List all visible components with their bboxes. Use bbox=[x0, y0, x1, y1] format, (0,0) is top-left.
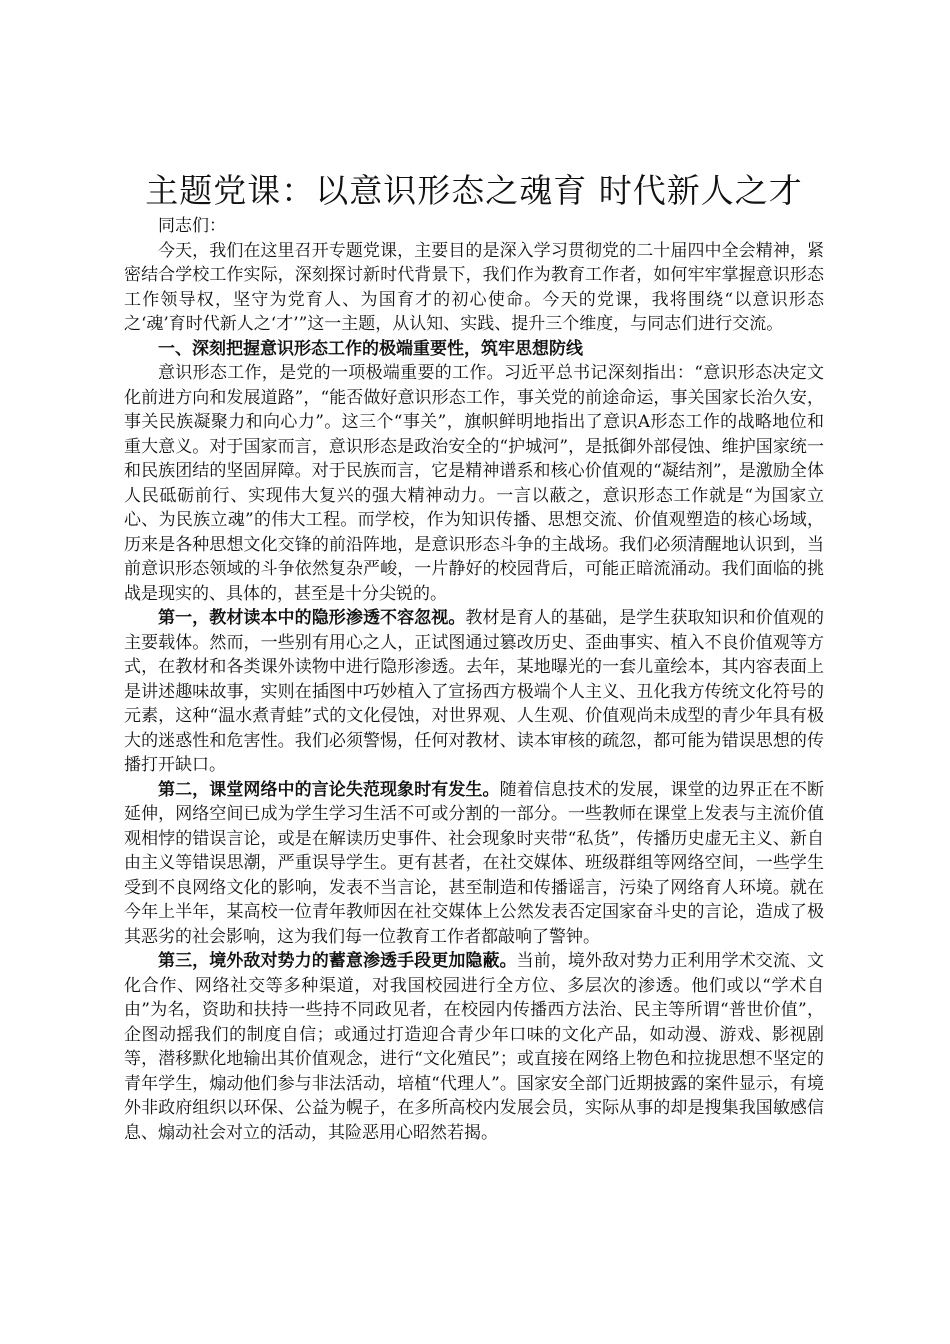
point-one-body: 教材是育人的基础，是学生获取知识和价值观的主要载体。然而，一些别有用心之人，正试图通过篡改历史、歪曲事实、植入不良价值观等方式，在教材和各类课外读物中进行隐形渗透。去年，某地曝光的一套儿童绘本，其内容表面上是讲述趣味故事，实则在插图中巧妙植入了宣扬西方极端个人主义、丑化我方传统文化符号的元素，这种“温水煮青蛙”式的文化侵蚀，对世界观、人生观、价值观尚未成型的青少年具有极大的迷惑性和危害性。我们必须警惕，任何对教材、读本审核的疏忽，都可能为错误思想的传播打开缺口。 bbox=[124, 608, 825, 775]
section-heading: 一、深刻把握意识形态工作的极端重要性，筑牢思想防线 bbox=[158, 338, 583, 359]
salutation: 同志们： bbox=[158, 216, 226, 236]
point-three-body: 当前，境外敌对势力正利用学术交流、文化合作、网络社交等多种渠道，对我国校园进行全方位、多层次的渗透。他们或以“学术自由”为名，资助和扶持一些持不同政见者，在校园内传播西方法治、民主等所谓“普世价值”，企图动摇我们的制度自信；或通过打造迎合青少年口味的文化产品，如动漫、游戏、影视剧等，潜移默化地输出其价值观念，进行“文化殖民”；或直接在网络上物色和拉拢思想不坚定的青年学生，煽动他们参与非法活动，培植“代理人”。国家安全部门近期披露的案件显示，有境外非政府组织以环保、公益为幌子，在多所高校内发展会员，实际从事的却是搜集我国敏感信息、煽动社会对立的活动，其险恶用心昭然若揭。 bbox=[124, 951, 825, 1143]
intro-paragraph: 今天，我们在这里召开专题党课，主要目的是深入学习贯彻党的二十届四中全会精神，紧密结合学校工作实际，深刻探讨新时代背景下，我们作为教育工作者，如何牢牢掌握意识形态工作领导权，坚守为党育人、为国育才的初心使命。今天的党课，我将围绕“以意识形态之‘魂’育时代新人之‘才’”这一主题，从认知、实践、提升三个维度，与同志们进行交流。 bbox=[124, 240, 824, 334]
point-three-lead: 第三，境外敌对势力的蓄意渗透手段更加隐蔽。 bbox=[158, 951, 517, 971]
page-title: 主题党课：以意识形态之魂育 时代新人之才 bbox=[145, 171, 803, 210]
point-two-body: 随着信息技术的发展，课堂的边界正在不断延伸，网络空间已成为学生学习生活不可或分割的一部分。一些教师在课堂上发表与主流价值观相悖的错误言论，或是在解读历史事件、社会现象时夹带“私货”，传播历史虚无主义、新自由主义等错误思潮，严重误导学生。更有甚者，在社交媒体、班级群组等网络空间，一些学生受到不良网络文化的影响，发表不当言论，甚至制造和传播谣言，污染了网络育人环境。就在今年上半年，某高校一位青年教师因在社交媒体上公然发表否定国家奋斗史的言论，造成了极其恶劣的社会影响，这为我们每一位教育工作者都敲响了警钟。 bbox=[124, 779, 824, 947]
point-one-paragraph bbox=[124, 606, 824, 778]
section-paragraph: 意识形态工作，是党的一项极端重要的工作。习近平总书记深刻指出：“意识形态决定文化前进方向和发展道路”，“能否做好意识形态工作，事关党的前途命运，事关国家长治久安，事关民族凝聚力和向心力”。这三个“事关”，旗帜鲜明地指出了意识A形态工作的战略地位和重大意义。对于国家而言，意识形态是政治安全的“护城河”，是抵御外部侵蚀、维护国家统一和民族团结的坚固屏障。对于民族而言，它是精神谱系和核心价值观的“凝结剂”，是激励全体人民砥砺前行、实现伟大复兴的强大精神动力。一言以蔽之，意识形态工作就是“为国家立心、为民族立魂”的伟大工程。而学校，作为知识传播、思想交流、价值观塑造的核心场域，历来是各种思想文化交锋的前沿阵地，是意识形态斗争的主战场。我们必须清醒地认识到，当前意识形态领域的斗争依然复杂严峻，一片静好的校园背后，可能正暗流涌动。我们面临的挑战是现实的、具体的，甚至是十分尖锐的。 bbox=[124, 363, 824, 604]
document-body bbox=[124, 170, 824, 1145]
point-two-paragraph bbox=[124, 778, 824, 950]
point-three-paragraph bbox=[124, 949, 824, 1145]
point-one-lead: 第一，教材读本中的隐形渗透不容忽视。 bbox=[158, 608, 466, 628]
point-two-lead: 第二，课堂网络中的言论失范现象时有发生。 bbox=[158, 779, 500, 800]
